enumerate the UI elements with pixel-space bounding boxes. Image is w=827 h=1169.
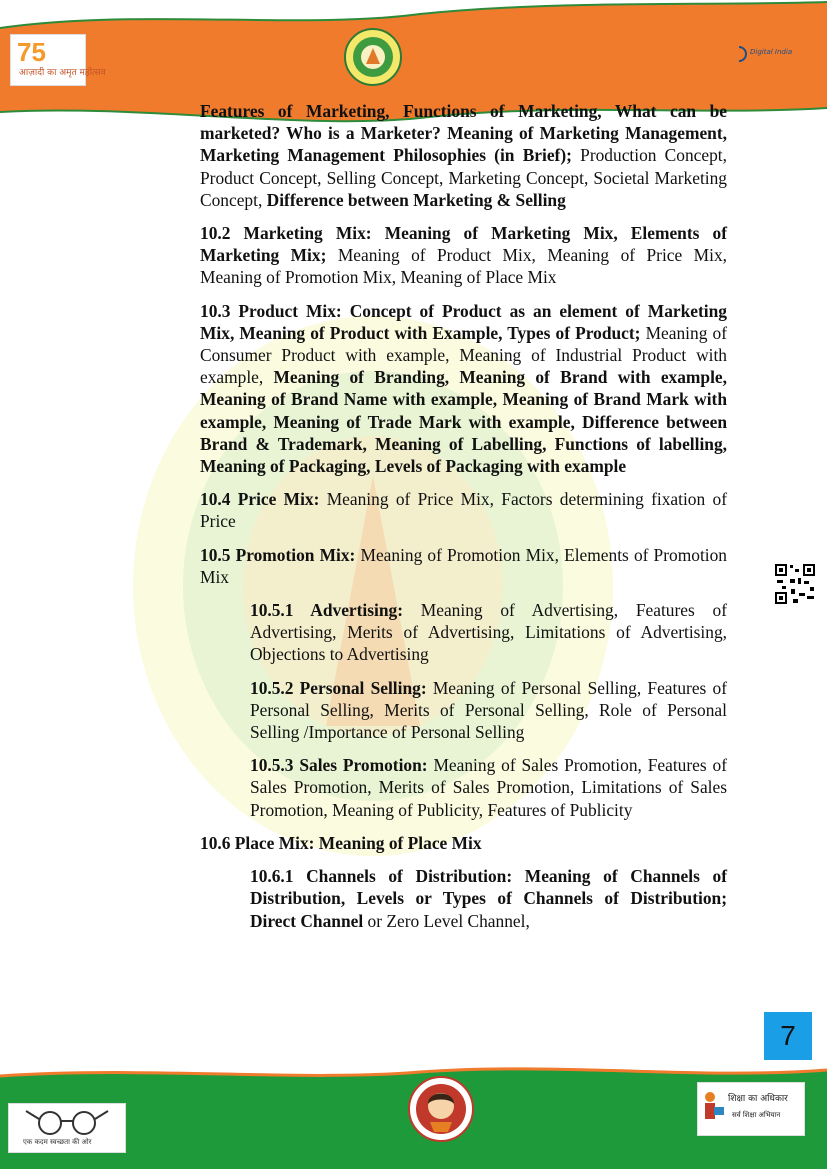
digital-india-icon bbox=[730, 45, 748, 63]
section-intro bbox=[200, 100, 727, 211]
body-text: Meaning of Consumer Product with example, Meaning of Industrial Product with example, bbox=[200, 322, 727, 388]
bold-text: 10.5.2 Personal Selling: bbox=[250, 677, 427, 698]
body-text: Meaning of Advertising, Features of Advertising, Merits of Advertising, Limitations of Advertising, Objections to Advertising bbox=[250, 600, 727, 665]
section-s10_4 bbox=[200, 488, 727, 532]
section-s10_5 bbox=[200, 544, 727, 588]
bold-text: Meaning of Branding, Meaning of Brand with example, Meaning of Brand Name with example, Meaning of Brand Mark with example, Meaning of Trade Mark with example, Difference between Brand & Trademark, Meaning of Labelling, Functions of labelling, Meaning of Packaging, Levels of Packaging with example bbox=[200, 367, 727, 477]
shiksha-title: शिक्षा का अधिकार bbox=[728, 1094, 788, 1104]
body-text: or Zero Level Channel, bbox=[363, 910, 530, 931]
bold-text: 10.5.1 Advertising: bbox=[250, 600, 404, 621]
azadi-ka-amrit-mahotsav-logo bbox=[10, 34, 106, 86]
bold-text: Features of Marketing, Functions of Marketing, What can be marketed? Who is a Marketer? Meaning of Marketing Management, Marketing Management Philosophies (in Brief); bbox=[200, 101, 727, 166]
bold-text: 10.5 Promotion Mix: bbox=[200, 544, 356, 565]
body-text: Meaning of Sales Promotion, Features of Sales Promotion, Merits of Sales Promotion, Limitations of Sales Promotion, Meaning of Publicity, Features of Publicity bbox=[250, 755, 727, 820]
bold-text: 10.6 Place Mix: Meaning of Place Mix bbox=[200, 832, 482, 853]
qr-code-icon[interactable] bbox=[774, 563, 816, 605]
bold-text: 10.5.3 Sales Promotion: bbox=[250, 755, 428, 776]
bold-text: Difference between Marketing & Selling bbox=[266, 189, 566, 210]
section-s10_5_2 bbox=[250, 677, 727, 744]
syllabus-content bbox=[200, 100, 727, 943]
digital-india-text: Digital India bbox=[750, 48, 793, 56]
section-s10_2 bbox=[200, 222, 727, 289]
bold-text: 10.3 Product Mix: Concept of Product as an element of Marketing Mix, Meaning of Product with Example, Types of Product; bbox=[200, 300, 727, 343]
bold-text: 10.4 Price Mix: bbox=[200, 489, 320, 510]
children-reading-icon bbox=[701, 1089, 727, 1129]
bold-text: 10.2 Marketing Mix: Meaning of Marketing Mix, Elements of Marketing Mix; bbox=[200, 223, 727, 266]
page-number: 7 bbox=[764, 1012, 812, 1060]
section-s10_5_3 bbox=[250, 754, 727, 821]
body-text: Meaning of Product Mix, Meaning of Price Mix, Meaning of Promotion Mix, Meaning of Place Mix bbox=[200, 245, 727, 288]
swachh-bharat-text: एक कदम स्वच्छता की ओर bbox=[23, 1138, 92, 1146]
section-s10_6 bbox=[200, 832, 727, 854]
section-s10_6_1 bbox=[250, 865, 727, 932]
glasses-icon bbox=[22, 1107, 112, 1137]
azadi-number: 75 bbox=[17, 37, 46, 67]
digital-india-logo bbox=[728, 38, 798, 70]
section-s10_3 bbox=[200, 300, 727, 478]
body-text: Meaning of Price Mix, Factors determining fixation of Price bbox=[200, 489, 727, 532]
beti-bachao-logo-icon bbox=[408, 1076, 474, 1142]
body-text: Meaning of Promotion Mix, Elements of Promotion Mix bbox=[200, 544, 727, 587]
azadi-text: आज़ादी का अमृत महोत्सव bbox=[19, 68, 106, 78]
shiksha-subtitle: सर्व शिक्षा अभियान bbox=[732, 1111, 781, 1119]
body-text: Production Concept, Product Concept, Selling Concept, Marketing Concept, Societal Marketing Concept, bbox=[200, 145, 727, 210]
bold-text: 10.6.1 Channels of Distribution: Meaning of Channels of Distribution, Levels or Types of Channels of Distribution; Direct Channel bbox=[250, 866, 727, 931]
section-s10_5_1 bbox=[250, 599, 727, 666]
state-education-seal-icon bbox=[344, 28, 402, 86]
right-to-education-logo bbox=[697, 1082, 805, 1136]
swachh-bharat-logo bbox=[8, 1103, 126, 1153]
body-text: Meaning of Personal Selling, Features of Personal Selling, Merits of Personal Selling, Role of Personal Selling /Importance of Personal Selling bbox=[250, 677, 727, 743]
